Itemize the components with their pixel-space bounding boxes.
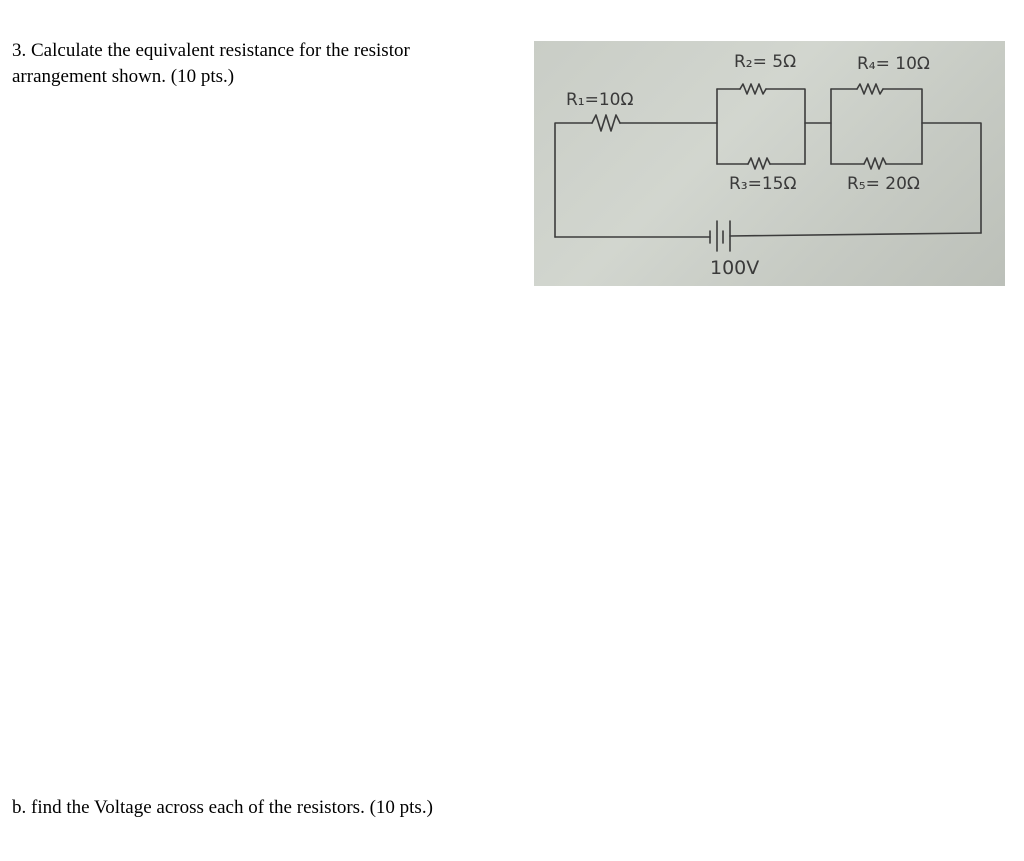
resistor-r5 (864, 158, 886, 169)
label-r5: R₅= 20Ω (847, 174, 920, 194)
question-part-b: b. find the Voltage across each of the resistors. (10 pts.) (12, 797, 433, 818)
question-text-line-1: 3. Calculate the equivalent resistance for the resistor (12, 40, 410, 61)
wire-right (922, 123, 981, 233)
resistor-r4 (857, 84, 883, 94)
wire-left (555, 123, 592, 237)
label-r4: R₄= 10Ω (857, 54, 930, 74)
label-r1: R₁=10Ω (566, 90, 634, 110)
label-r3: R₃=15Ω (729, 174, 797, 194)
label-r2: R₂= 5Ω (734, 52, 797, 72)
question-text-line-2: arrangement shown. (10 pts.) (12, 66, 235, 87)
question-3 (12, 38, 512, 90)
resistor-r2 (740, 84, 766, 94)
resistor-r1 (592, 115, 620, 131)
wire-bottom-right (730, 233, 981, 236)
resistor-r3 (748, 158, 770, 169)
label-battery: 100V (710, 257, 760, 279)
circuit-diagram (534, 41, 1005, 286)
circuit-photo (534, 41, 1005, 286)
